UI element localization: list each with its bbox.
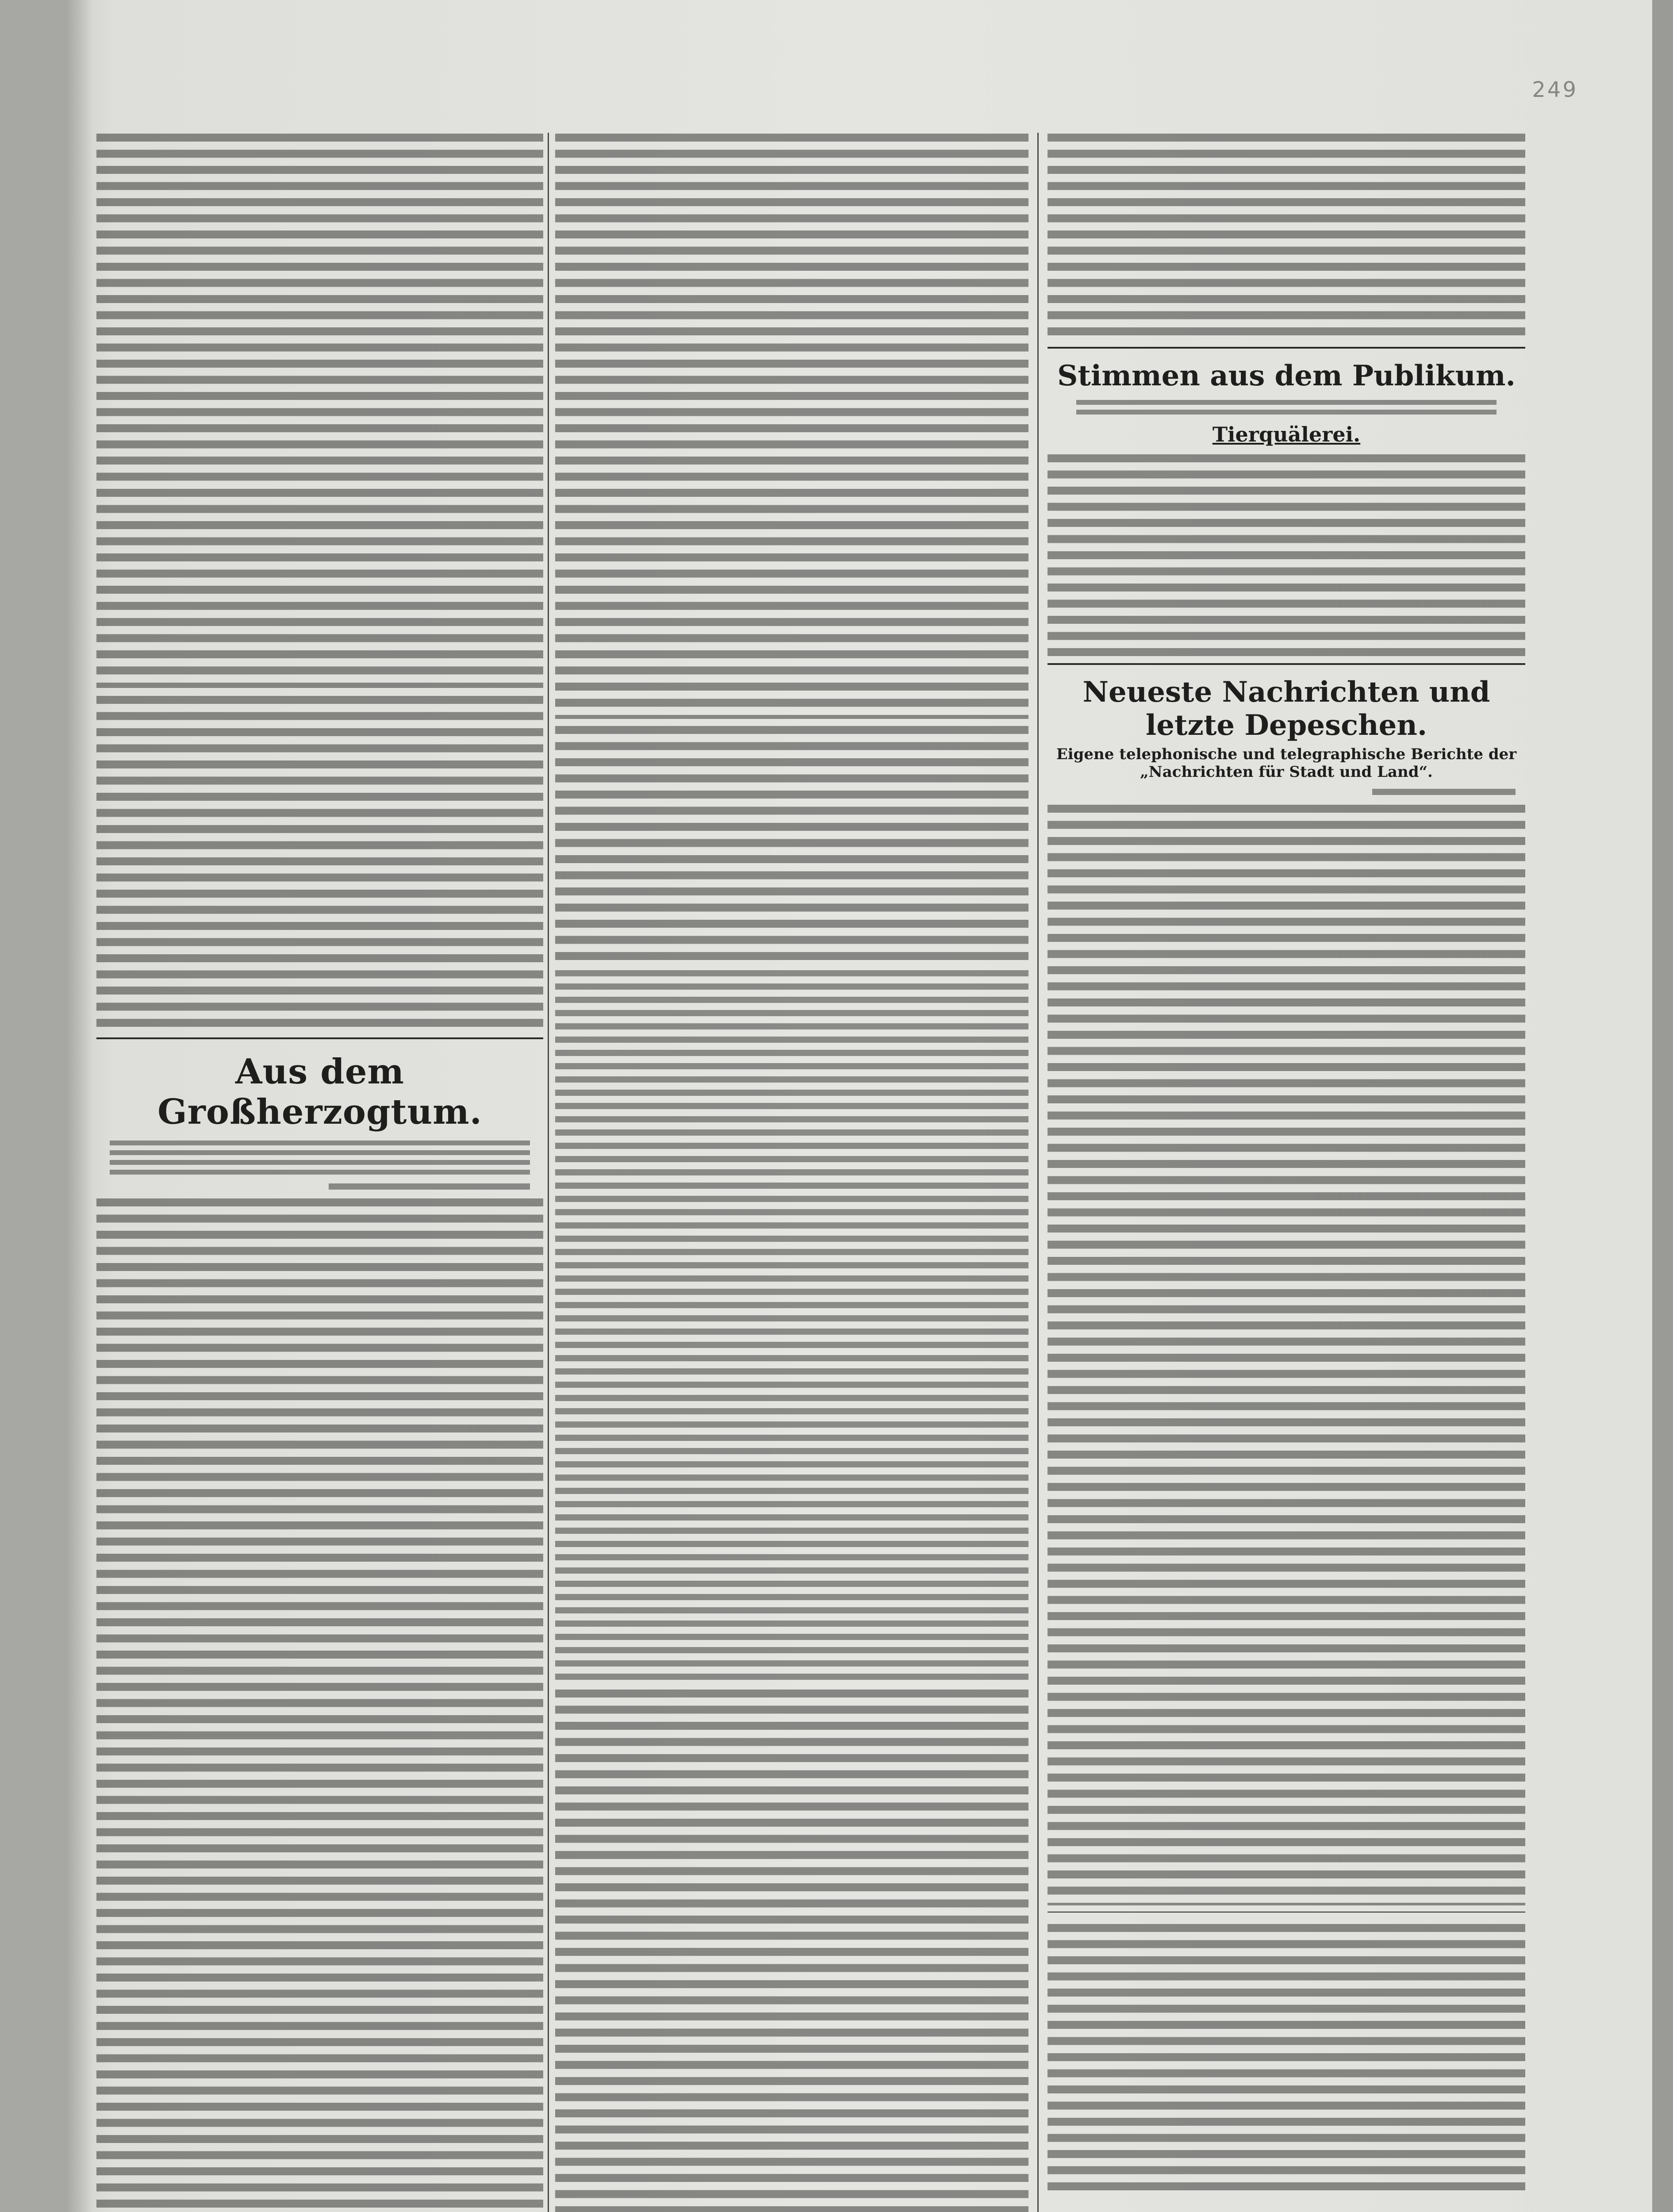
column-2-exhibition-text xyxy=(555,128,1028,719)
column-2-local-notes-text xyxy=(555,966,1028,1682)
column-3-section-rule-2 xyxy=(1048,663,1525,665)
column-2 xyxy=(555,128,1028,2212)
section-heading-public-voices: Stimmen aus dem Publikum. xyxy=(1057,359,1516,392)
section-heading-grand-duchy: Aus dem Großherzogtum. xyxy=(157,1052,482,1132)
column-2-police-report-text xyxy=(555,1684,1028,2212)
section-heading-animal-cruelty: Tierquälerei. xyxy=(1212,422,1361,446)
column-3-animal-cruelty-letter-text xyxy=(1048,449,1525,657)
binding-shadow xyxy=(66,0,93,2212)
column-3-reprint-forbidden-text xyxy=(1372,784,1516,796)
column-1-grand-duchy-news-text xyxy=(96,1193,543,2212)
column-1-article-greifswald-text xyxy=(96,691,543,1031)
column-3 xyxy=(1048,128,1525,2212)
column-1-reprint-notice-text xyxy=(110,1137,530,1176)
section-heading-latest-news: Neueste Nachrichten und letzte Depeschen. xyxy=(1082,676,1490,742)
column-3-dispatches-text xyxy=(1048,799,1525,1905)
section-subheading-latest-news: Eigene telephonische und telegraphische Berichte der „Nachrichten für Stadt und Land“. xyxy=(1056,745,1517,781)
column-3-editorial-disclaimer-text xyxy=(1076,397,1496,416)
page-edge xyxy=(1652,0,1673,2212)
column-2-balloon-landing-text xyxy=(555,721,1028,964)
column-1-dateline-text xyxy=(329,1179,530,1193)
column-3-wild-geese-text xyxy=(1048,128,1525,341)
column-3-section-rule-1 xyxy=(1048,347,1525,349)
column-divider-1 xyxy=(548,133,549,2212)
column-divider-2 xyxy=(1037,133,1039,2212)
column-1-article-court-martial-text xyxy=(96,128,543,688)
column-3-vatican-sanatogen-text xyxy=(1048,1919,1525,2193)
page-number: 249 xyxy=(1532,77,1578,102)
column-1-section-rule xyxy=(96,1037,543,1039)
column-1 xyxy=(96,128,543,2212)
